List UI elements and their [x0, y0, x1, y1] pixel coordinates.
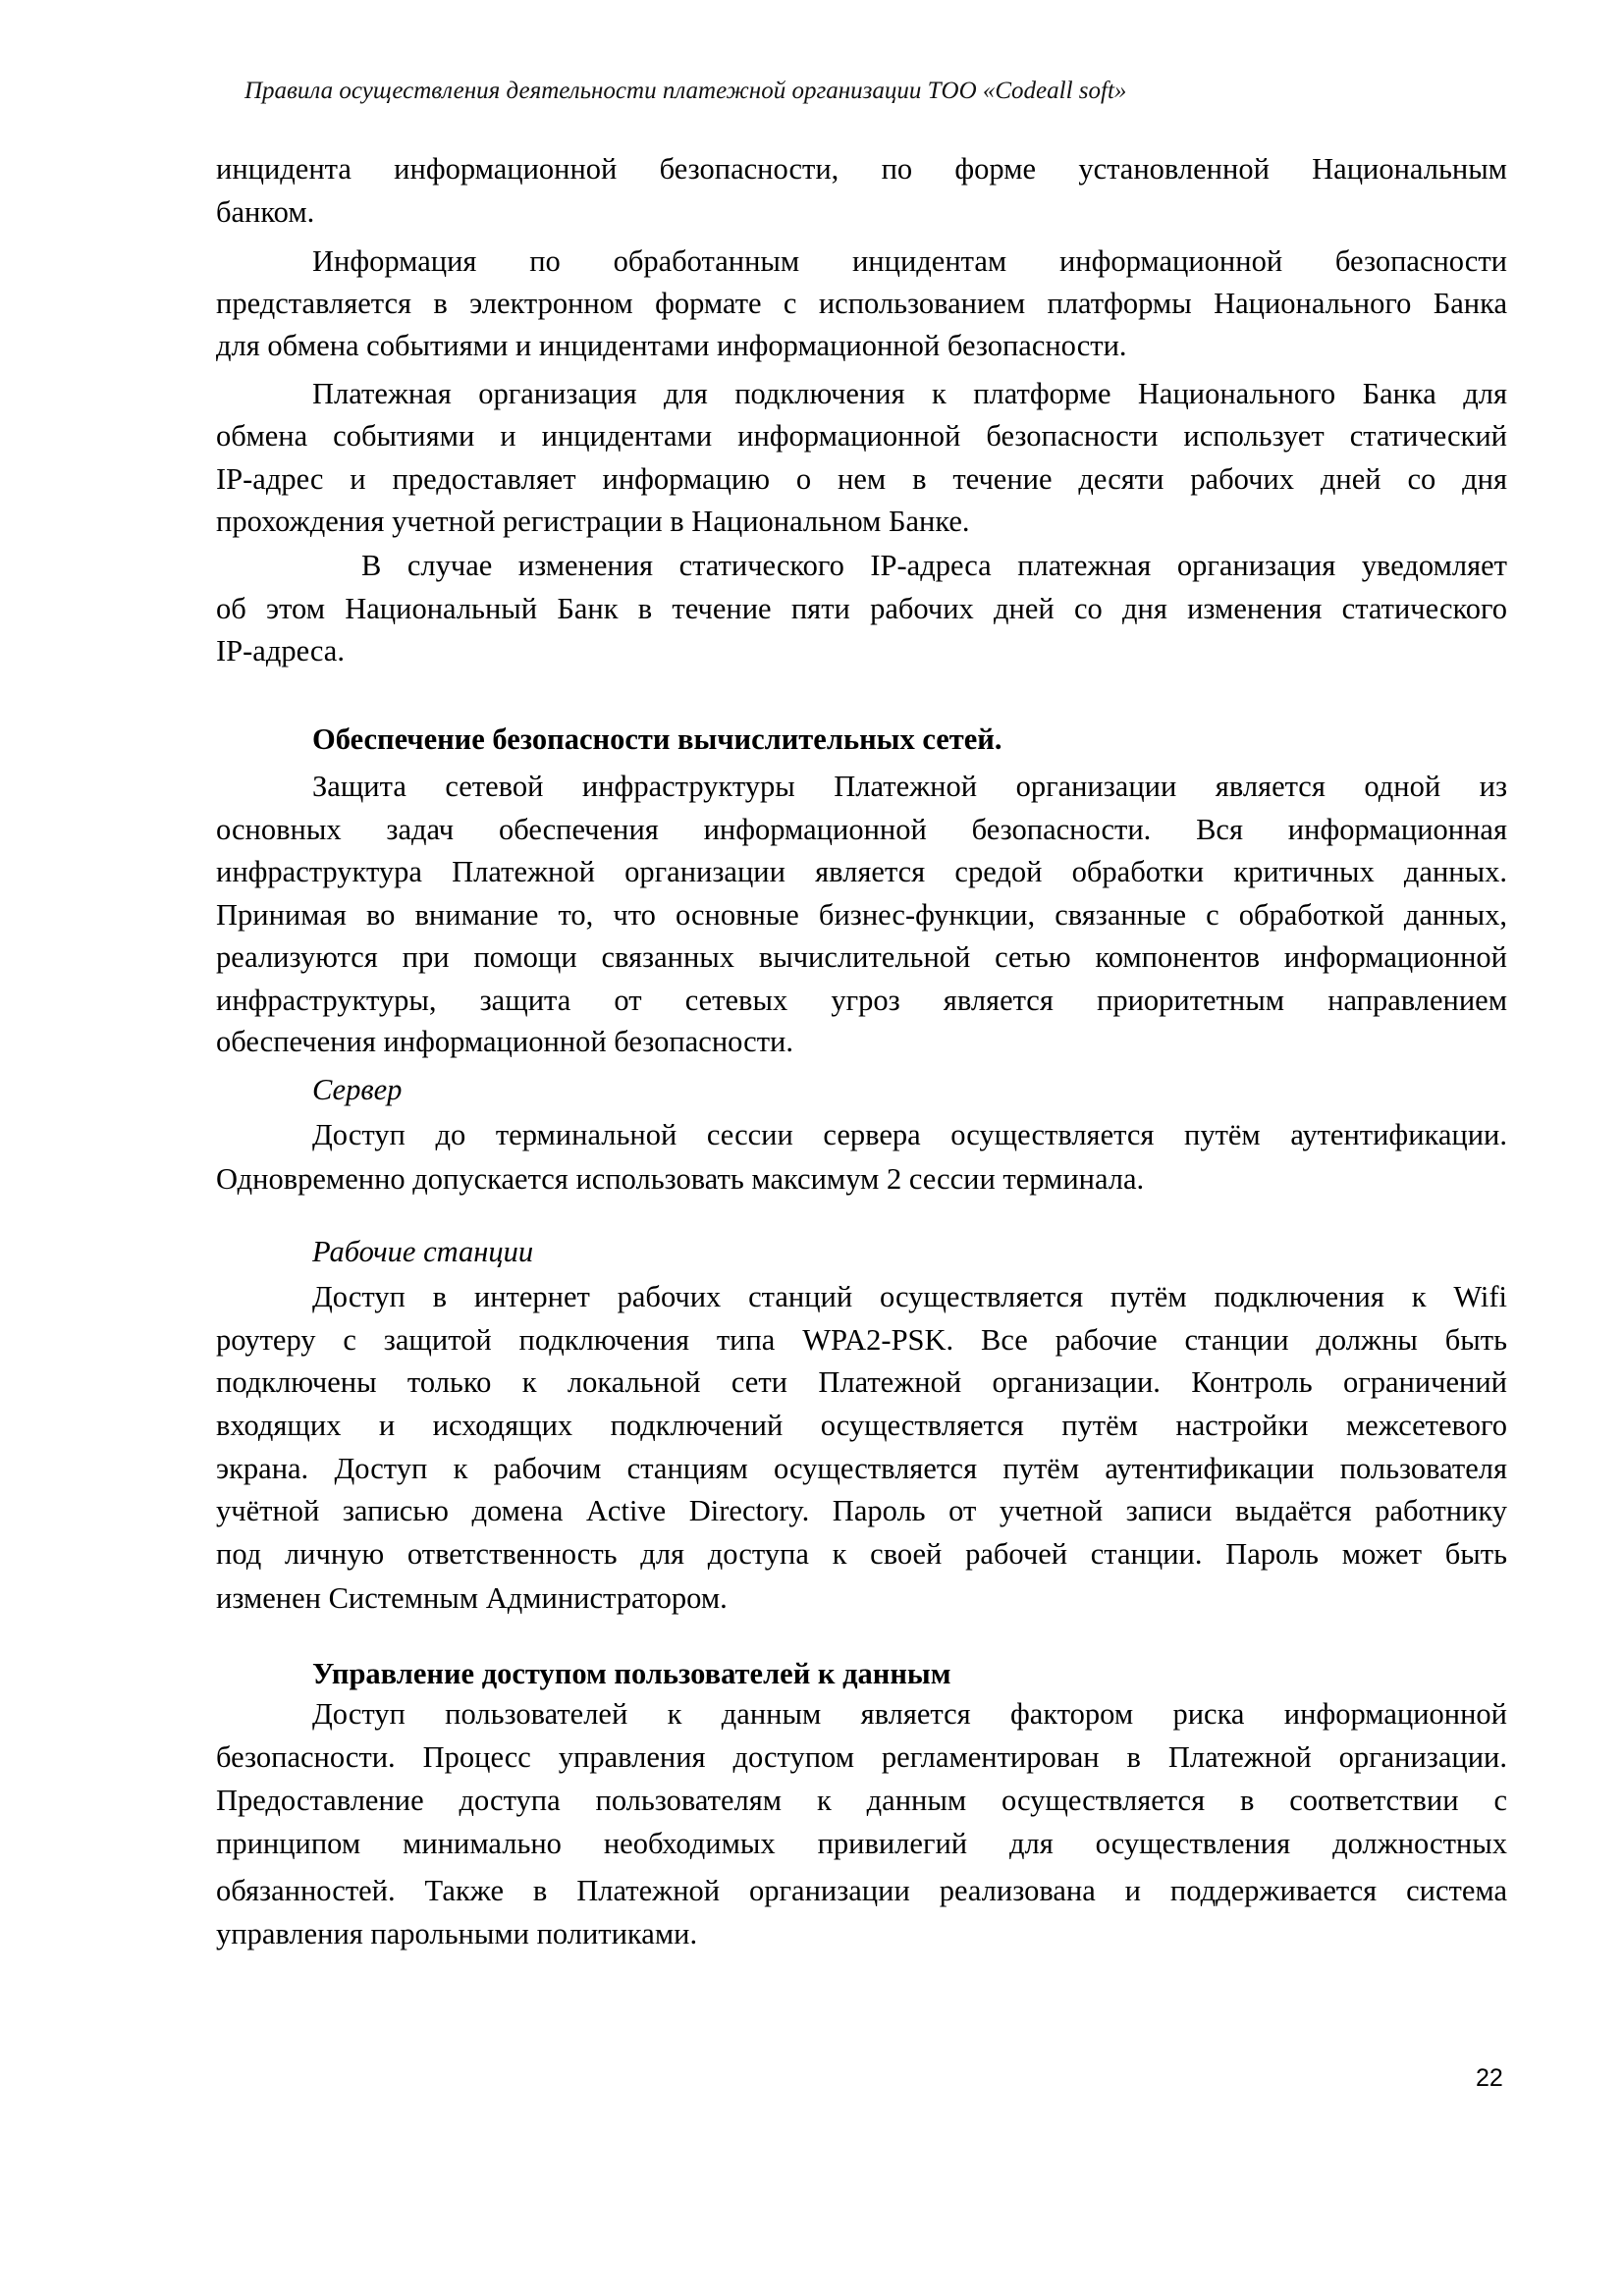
section-heading: Обеспечение безопасности вычислительных сетей. — [312, 722, 1002, 756]
body-text-line: IP-адрес и предоставляет информацию о нем в течение десяти рабочих дней со дня — [216, 462, 1507, 496]
body-text-line: инфраструктура Платежной организации является средой обработки критичных данных. — [216, 855, 1507, 888]
body-text-line: принципом минимально необходимых привилегий для осуществления должностных — [216, 1827, 1507, 1860]
body-text-line: обязанностей. Также в Платежной организации реализована и поддерживается система — [216, 1874, 1507, 1907]
body-text-line: изменен Системным Администратором. — [216, 1581, 728, 1615]
body-text-line: обеспечения информационной безопасности. — [216, 1025, 793, 1058]
body-text-line: реализуются при помощи связанных вычислительной сетью компонентов информационной — [216, 940, 1507, 974]
body-text-line: Доступ в интернет рабочих станций осуществляется путём подключения к Wifi — [312, 1280, 1507, 1313]
body-text-line: учётной записью домена Active Directory. Пароль от учетной записи выдаётся работнику — [216, 1494, 1507, 1527]
body-text-line: банком. — [216, 195, 315, 229]
body-text-line: IP-адреса. — [216, 634, 345, 667]
body-text-line: под личную ответственность для доступа к своей рабочей станции. Пароль может быть — [216, 1537, 1507, 1571]
body-text-line: инцидента информационной безопасности, по форме установленной Национальным — [216, 152, 1507, 186]
body-text-line: В случае изменения статического IP-адреса платежная организация уведомляет — [361, 549, 1507, 582]
body-text-line: инфраструктуры, защита от сетевых угроз является приоритетным направлением — [216, 984, 1507, 1017]
subsection-heading: Сервер — [312, 1073, 403, 1106]
body-text-line: представляется в электронном формате с использованием платформы Национального Банка — [216, 287, 1507, 320]
body-text-line: Платежная организация для подключения к платформе Национального Банка для — [312, 377, 1507, 410]
body-text-line: Доступ пользователей к данным является фактором риска информационной — [312, 1697, 1507, 1731]
page-number: 22 — [1476, 2064, 1503, 2092]
body-text-line: Доступ до терминальной сессии сервера осуществляется путём аутентификации. — [312, 1118, 1507, 1151]
body-text-line: Информация по обработанным инцидентам информационной безопасности — [312, 244, 1507, 278]
body-text-line: входящих и исходящих подключений осуществляется путём настройки межсетевого — [216, 1409, 1507, 1442]
body-text-line: Предоставление доступа пользователям к данным осуществляется в соответствии с — [216, 1784, 1507, 1817]
body-text-line: Принимая во внимание то, что основные бизнес-функции, связанные с обработкой данных, — [216, 898, 1507, 932]
body-text-line: основных задач обеспечения информационной безопасности. Вся информационная — [216, 813, 1507, 846]
body-text-line: обмена событиями и инцидентами информационной безопасности использует статический — [216, 419, 1507, 453]
subsection-heading: Рабочие станции — [312, 1235, 534, 1268]
body-text-line: прохождения учетной регистрации в Национальном Банке. — [216, 505, 970, 538]
body-text-line: подключены только к локальной сети Платежной организации. Контроль ограничений — [216, 1365, 1507, 1399]
body-text-line: экрана. Доступ к рабочим станциям осуществляется путём аутентификации пользователя — [216, 1452, 1507, 1485]
body-text-line: Одновременно допускается использовать максимум 2 сессии терминала. — [216, 1162, 1145, 1196]
section-heading: Управление доступом пользователей к данным — [312, 1657, 951, 1690]
body-text-line: безопасности. Процесс управления доступом регламентирован в Платежной организации. — [216, 1740, 1507, 1774]
body-text-line: управления парольными политиками. — [216, 1917, 698, 1950]
running-header: Правила осуществления деятельности платежной организации ТОО «Codeall soft» — [244, 78, 1127, 104]
body-text-line: роутеру с защитой подключения типа WPA2-PSK. Все рабочие станции должны быть — [216, 1323, 1507, 1357]
body-text-line: для обмена событиями и инцидентами информационной безопасности. — [216, 329, 1127, 362]
body-text-line: Защита сетевой инфраструктуры Платежной организации является одной из — [312, 770, 1507, 803]
body-text-line: об этом Национальный Банк в течение пяти рабочих дней со дня изменения статического — [216, 592, 1507, 625]
